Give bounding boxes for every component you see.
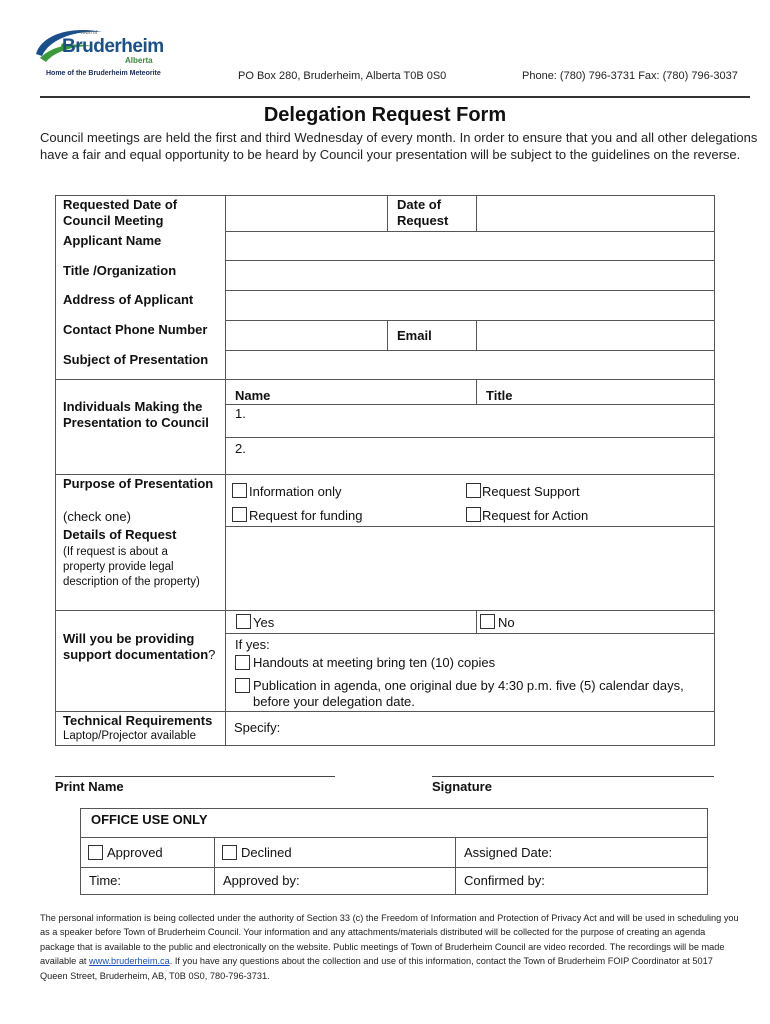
details-label: Details of Request bbox=[63, 527, 177, 542]
phone-label: Contact Phone Number bbox=[63, 322, 208, 337]
info-only-checkbox[interactable] bbox=[232, 483, 247, 498]
privacy-notice bbox=[40, 911, 740, 983]
assigned-date-label: Assigned Date: bbox=[464, 845, 553, 860]
logo-province: Alberta bbox=[125, 56, 153, 65]
tagline: Home of the Bruderheim Meteorite bbox=[46, 70, 161, 77]
handouts-label: Handouts at meeting bring ten (10) copies bbox=[253, 655, 496, 670]
confirmed-by-label: Confirmed by: bbox=[464, 873, 545, 888]
privacy-text-2: . If you have any questions about the collection and use of this information, contact the Town of Bruderheim FOIP Coordinator at 5017 Queen Street, Bruderheim, AB, T0B 0S0, 780-796-3731. bbox=[40, 956, 713, 981]
header-phone-fax: Phone: (780) 796-3731 Fax: (780) 796-3037 bbox=[522, 70, 738, 82]
applicant-name-field[interactable] bbox=[226, 232, 714, 260]
email-field[interactable] bbox=[477, 321, 714, 350]
declined-label: Declined bbox=[241, 845, 292, 860]
header-address: PO Box 280, Bruderheim, Alberta T0B 0S0 bbox=[238, 70, 447, 82]
title-org-field[interactable] bbox=[226, 261, 714, 290]
header-rule bbox=[40, 96, 750, 98]
signature-label: Signature bbox=[432, 779, 492, 794]
presenter-row-2[interactable]: 2. bbox=[235, 441, 246, 456]
time-label: Time: bbox=[89, 873, 122, 888]
if-yes-label: If yes: bbox=[235, 637, 270, 652]
declined-checkbox[interactable] bbox=[222, 845, 237, 860]
publication-label: Publication in agenda, one original due by 4:30 p.m. five (5) calendar days, before your delegation date. bbox=[253, 678, 684, 709]
publication-checkbox[interactable] bbox=[235, 678, 250, 693]
tech-hint: Laptop/Projector available bbox=[63, 730, 196, 742]
details-field[interactable] bbox=[226, 527, 714, 610]
request-funding-checkbox[interactable] bbox=[232, 507, 247, 522]
request-funding-label: Request for funding bbox=[249, 508, 363, 523]
privacy-text-1: The personal information is being collected under the authority of Section 33 (c) the Freedom of Information and Protection of Privacy Act and will be used in scheduling you as a speaker before Town of Bruderheim Council. Your information and any attachments/materials distributed will be collected for the purpose of creating an agenda package that is available to the public and electronically on the website. Public meetings of Town of Bruderheim Council are video recorded. The recordings will be made available at bbox=[40, 913, 739, 967]
no-label: No bbox=[498, 615, 515, 630]
support-doc-label-text: Will you be providing support documentation bbox=[63, 631, 209, 662]
name-column-header: Name bbox=[235, 388, 271, 403]
info-only-label: Information only bbox=[249, 484, 342, 499]
request-action-label: Request for Action bbox=[482, 508, 589, 523]
email-label: Email bbox=[397, 328, 432, 343]
address-label: Address of Applicant bbox=[63, 292, 194, 307]
requested-date-label: Requested Date of Council Meeting bbox=[63, 197, 178, 228]
applicant-name-label: Applicant Name bbox=[63, 233, 162, 248]
logo-name: Bruderheim bbox=[62, 36, 164, 57]
requested-date-field[interactable] bbox=[226, 196, 386, 231]
purpose-label: Purpose of Presentation bbox=[63, 476, 214, 491]
handouts-checkbox[interactable] bbox=[235, 655, 250, 670]
support-doc-label bbox=[63, 631, 218, 663]
specify-label[interactable]: Specify: bbox=[234, 720, 281, 735]
approved-label: Approved bbox=[107, 845, 163, 860]
request-support-checkbox[interactable] bbox=[466, 483, 481, 498]
purpose-hint: (check one) bbox=[63, 509, 131, 524]
tech-label: Technical Requirements bbox=[63, 713, 213, 728]
print-name-label: Print Name bbox=[55, 779, 124, 794]
website-link[interactable]: www.bruderheim.ca bbox=[89, 956, 170, 967]
details-hint: (If request is about a property provide legal description of the property) bbox=[63, 546, 200, 588]
individuals-label: Individuals Making the Presentation to Council bbox=[63, 399, 209, 430]
signature-line[interactable] bbox=[432, 776, 714, 777]
phone-field[interactable] bbox=[226, 321, 386, 350]
date-of-request-label: Date of Request bbox=[397, 197, 449, 228]
page-title: Delegation Request Form bbox=[263, 104, 507, 126]
yes-label: Yes bbox=[253, 615, 275, 630]
title-column-header: Title bbox=[486, 388, 513, 403]
request-action-checkbox[interactable] bbox=[466, 507, 481, 522]
no-checkbox[interactable] bbox=[480, 614, 495, 629]
subject-label: Subject of Presentation bbox=[63, 352, 209, 367]
address-field[interactable] bbox=[226, 291, 714, 320]
subject-field[interactable] bbox=[226, 351, 714, 379]
print-name-line[interactable] bbox=[55, 776, 335, 777]
intro-text: Council meetings are held the first and third Wednesday of every month. In order to ensure that you and all other delegations have a fair and equal opportunity to be heard by Council your presentation will be subject to the guidelines on the reverse. bbox=[40, 130, 758, 162]
date-of-request-field[interactable] bbox=[477, 196, 714, 231]
request-support-label: Request Support bbox=[482, 484, 580, 499]
approved-checkbox[interactable] bbox=[88, 845, 103, 860]
title-org-label: Title /Organization bbox=[63, 263, 177, 278]
yes-checkbox[interactable] bbox=[236, 614, 251, 629]
office-use-header: OFFICE USE ONLY bbox=[91, 812, 208, 827]
support-doc-question-mark: ? bbox=[208, 647, 216, 662]
logo-town-small: Town of bbox=[80, 30, 98, 36]
approved-by-label: Approved by: bbox=[223, 873, 300, 888]
presenter-row-1[interactable]: 1. bbox=[235, 406, 246, 421]
